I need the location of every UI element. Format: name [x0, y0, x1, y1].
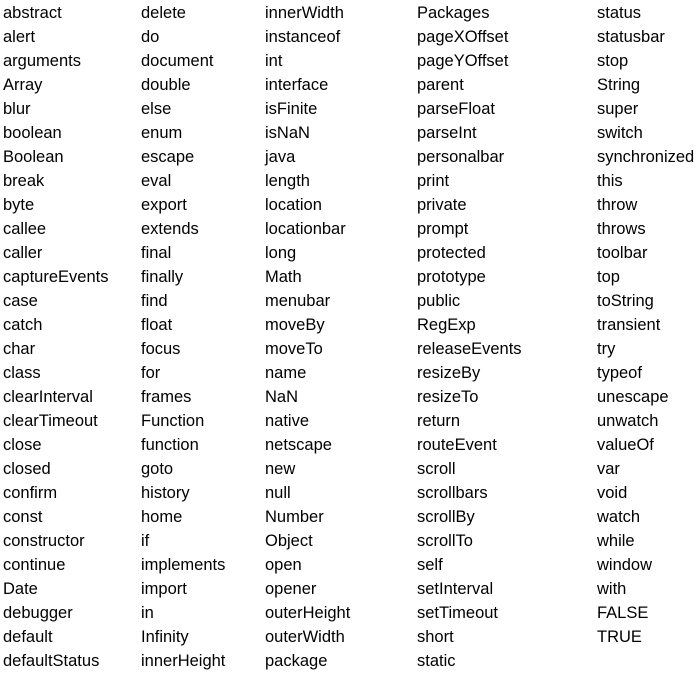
word-item: locationbar [265, 220, 346, 238]
word-item: unescape [597, 388, 669, 406]
word-item: Math [265, 268, 302, 286]
word-item: scroll [417, 460, 456, 478]
word-item: isNaN [265, 124, 310, 142]
word-item: valueOf [597, 436, 654, 454]
word-item: opener [265, 580, 317, 598]
word-item: self [417, 556, 443, 574]
word-item: Infinity [141, 628, 189, 646]
word-item: private [417, 196, 467, 214]
word-item: new [265, 460, 296, 478]
word-item: find [141, 292, 168, 310]
word-column-5 [597, 3, 694, 651]
word-item: void [597, 484, 628, 502]
word-item: toString [597, 292, 654, 310]
word-item: watch [597, 508, 641, 526]
word-item: closed [3, 460, 51, 478]
word-item: setTimeout [417, 604, 499, 622]
word-item: null [265, 484, 291, 502]
word-item: var [597, 460, 620, 478]
word-item: class [3, 364, 41, 382]
word-item: statusbar [597, 28, 665, 46]
word-item: callee [3, 220, 47, 238]
word-item: routeEvent [417, 436, 497, 454]
word-item: pageXOffset [417, 28, 509, 46]
word-item: instanceof [265, 28, 341, 46]
word-item: location [265, 196, 322, 214]
word-item: window [597, 556, 653, 574]
word-item: finally [141, 268, 184, 286]
word-item: outerHeight [265, 604, 351, 622]
word-item: abstract [3, 4, 62, 22]
word-item: boolean [3, 124, 62, 142]
word-item: clearTimeout [3, 412, 98, 430]
word-item: else [141, 100, 172, 118]
word-item: arguments [3, 52, 81, 70]
word-item: package [265, 652, 328, 670]
word-item: function [141, 436, 199, 454]
word-item: setInterval [417, 580, 494, 598]
word-item: escape [141, 148, 195, 166]
word-item: releaseEvents [417, 340, 522, 358]
word-item: parseFloat [417, 100, 495, 118]
word-item: Array [3, 76, 43, 94]
word-item: pageYOffset [417, 52, 509, 70]
word-column-3 [265, 3, 350, 675]
word-item: do [141, 28, 160, 46]
word-item: String [597, 76, 641, 94]
word-item: const [3, 508, 43, 526]
word-item: captureEvents [3, 268, 109, 286]
word-item: blur [3, 100, 31, 118]
word-item: RegExp [417, 316, 476, 334]
word-item: while [597, 532, 635, 550]
word-item: import [141, 580, 187, 598]
word-item: java [265, 148, 296, 166]
word-item: export [141, 196, 187, 214]
word-item: double [141, 76, 191, 94]
word-item: delete [141, 4, 186, 22]
word-item: focus [141, 340, 181, 358]
word-item: isFinite [265, 100, 318, 118]
word-item: typeof [597, 364, 642, 382]
word-item: Packages [417, 4, 490, 22]
word-item: Date [3, 580, 38, 598]
word-item: scrollBy [417, 508, 475, 526]
word-item: outerWidth [265, 628, 345, 646]
word-item: close [3, 436, 42, 454]
word-item: home [141, 508, 183, 526]
word-item: moveTo [265, 340, 323, 358]
word-item: catch [3, 316, 43, 334]
word-item: FALSE [597, 604, 649, 622]
word-item: long [265, 244, 297, 262]
word-item: native [265, 412, 310, 430]
word-item: super [597, 100, 639, 118]
word-item: continue [3, 556, 66, 574]
word-item: clearInterval [3, 388, 93, 406]
word-item: constructor [3, 532, 85, 550]
word-column-4 [417, 3, 522, 675]
word-item: length [265, 172, 310, 190]
word-item: open [265, 556, 302, 574]
word-item: NaN [265, 388, 299, 406]
word-item: Number [265, 508, 324, 526]
word-item: int [265, 52, 283, 70]
word-item: byte [3, 196, 35, 214]
word-item: switch [597, 124, 643, 142]
word-item: throws [597, 220, 646, 238]
word-column-2 [141, 3, 225, 675]
word-item: short [417, 628, 454, 646]
word-item: resizeTo [417, 388, 479, 406]
word-item: for [141, 364, 161, 382]
word-item: history [141, 484, 190, 502]
word-item: confirm [3, 484, 58, 502]
word-item: default [3, 628, 53, 646]
word-item: transient [597, 316, 661, 334]
word-item: this [597, 172, 623, 190]
word-item: synchronized [597, 148, 695, 166]
word-item: float [141, 316, 173, 334]
word-item: case [3, 292, 38, 310]
word-item: unwatch [597, 412, 659, 430]
word-item: scrollbars [417, 484, 488, 502]
word-item: goto [141, 460, 174, 478]
word-item: personalbar [417, 148, 505, 166]
word-item: parent [417, 76, 464, 94]
word-item: menubar [265, 292, 331, 310]
word-item: char [3, 340, 36, 358]
word-item: prompt [417, 220, 469, 238]
word-item: innerHeight [141, 652, 226, 670]
word-item: break [3, 172, 45, 190]
word-item: with [597, 580, 627, 598]
word-item: final [141, 244, 172, 262]
word-item: in [141, 604, 154, 622]
word-item: caller [3, 244, 43, 262]
word-item: TRUE [597, 628, 642, 646]
word-item: extends [141, 220, 199, 238]
word-item: defaultStatus [3, 652, 100, 670]
word-column-1 [3, 3, 108, 675]
word-item: prototype [417, 268, 486, 286]
word-item: moveBy [265, 316, 325, 334]
word-item: netscape [265, 436, 332, 454]
word-item: interface [265, 76, 329, 94]
word-item: print [417, 172, 450, 190]
word-item: resizeBy [417, 364, 481, 382]
word-item: innerWidth [265, 4, 344, 22]
word-item: public [417, 292, 461, 310]
word-item: parseInt [417, 124, 477, 142]
word-item: scrollTo [417, 532, 473, 550]
word-item: enum [141, 124, 183, 142]
word-item: if [141, 532, 150, 550]
word-item: Function [141, 412, 205, 430]
word-item: status [597, 4, 642, 22]
word-item: top [597, 268, 620, 286]
word-item: name [265, 364, 307, 382]
word-item: frames [141, 388, 192, 406]
word-item: alert [3, 28, 36, 46]
word-item: document [141, 52, 214, 70]
word-item: Object [265, 532, 313, 550]
word-item: eval [141, 172, 172, 190]
word-item: Boolean [3, 148, 64, 166]
word-item: debugger [3, 604, 73, 622]
word-item: throw [597, 196, 638, 214]
word-item: toolbar [597, 244, 648, 262]
word-item: return [417, 412, 461, 430]
word-item: stop [597, 52, 629, 70]
word-item: try [597, 340, 616, 358]
word-item: implements [141, 556, 226, 574]
word-item: protected [417, 244, 486, 262]
word-item: static [417, 652, 456, 670]
